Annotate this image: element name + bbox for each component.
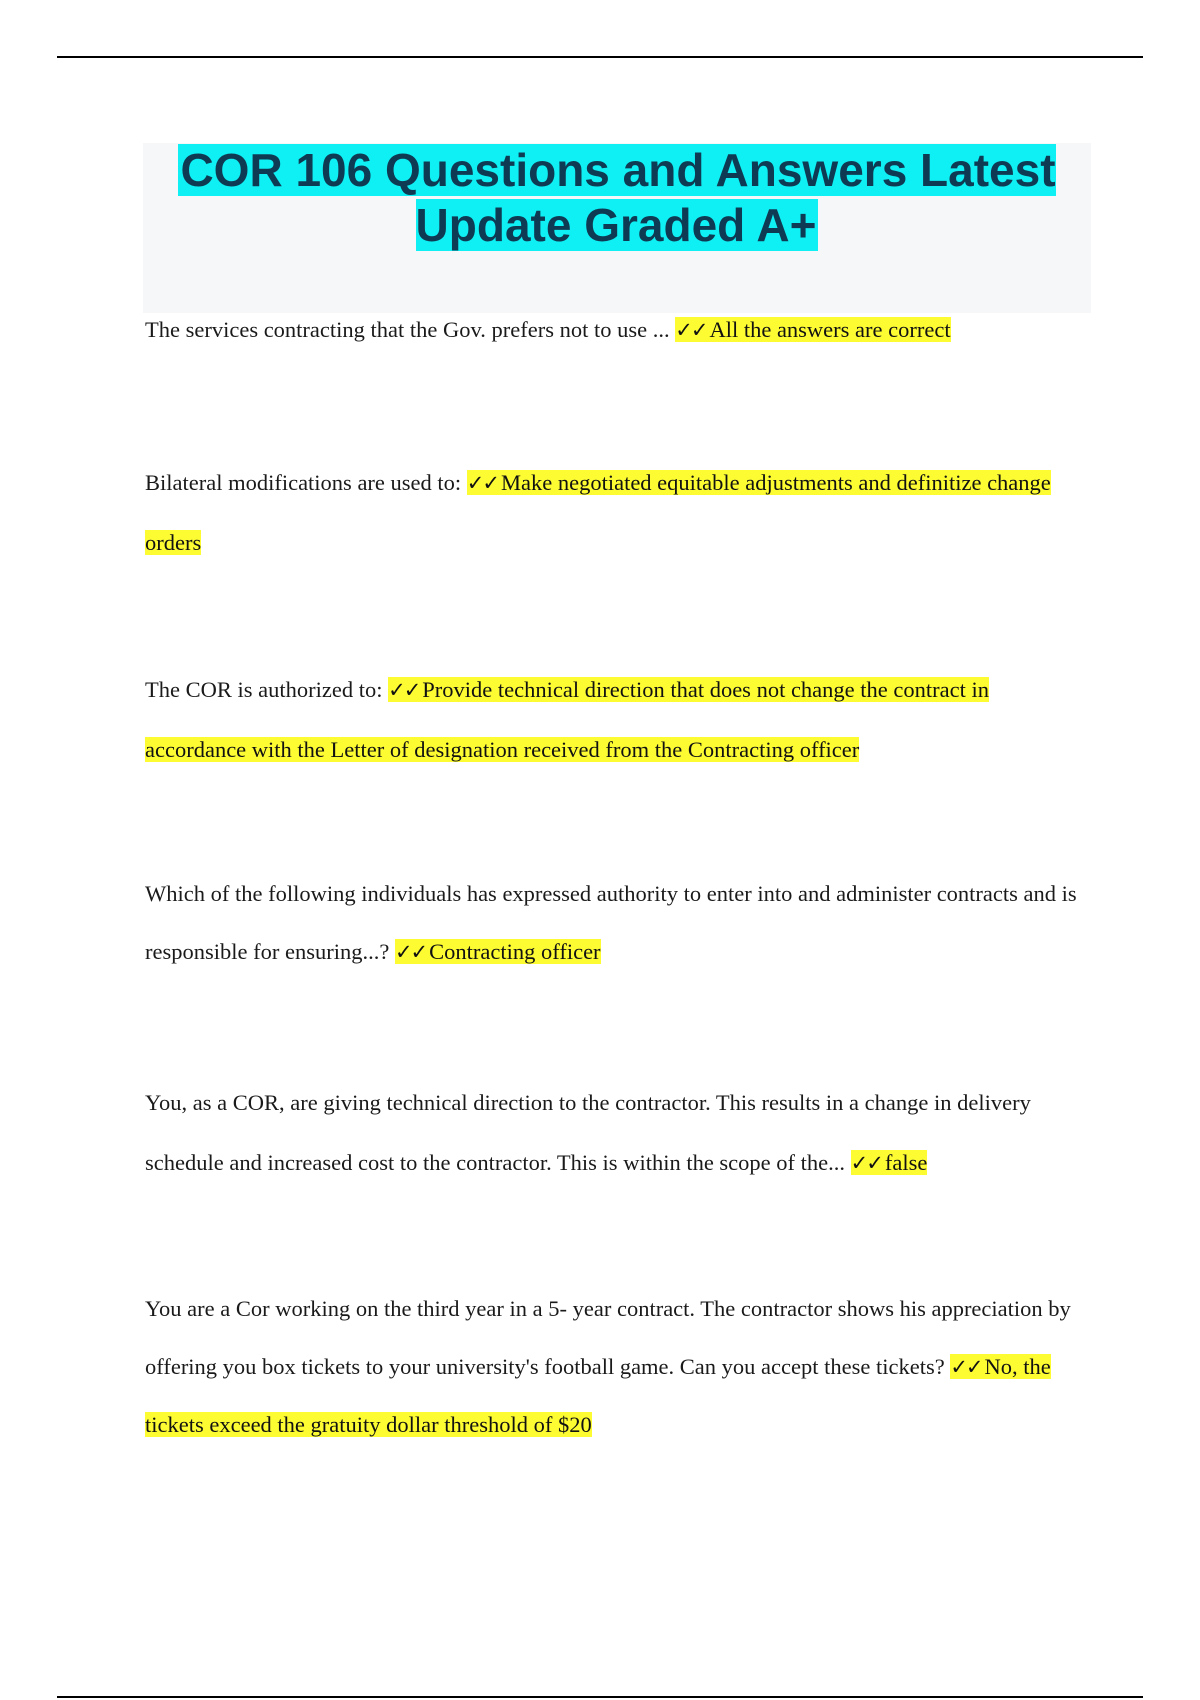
footer-rule <box>57 1696 1143 1698</box>
document-title <box>143 143 1091 253</box>
answer-highlight <box>395 939 601 964</box>
question-text: The COR is authorized to: <box>145 677 383 702</box>
title-block <box>143 143 1091 313</box>
answer-highlight <box>851 1150 928 1175</box>
qa-item <box>145 1073 1095 1193</box>
double-check-icon: ✓✓ <box>675 318 707 342</box>
answer-text: Contracting officer <box>429 939 601 964</box>
question-text: You, as a COR, are giving technical direction to the contractor. This results in a change in delivery schedule and increased cost to the contractor. This is within the scope of the... <box>145 1090 1031 1175</box>
qa-item <box>145 1280 1095 1454</box>
answer-text: No, the tickets exceed the gratuity dollar threshold of $20 <box>145 1354 1051 1437</box>
double-check-icon: ✓✓ <box>466 471 498 495</box>
qa-item <box>145 865 1095 981</box>
question-text: You are a Cor working on the third year in a 5- year contract. The contractor shows his appreciation by offering you box tickets to your university's football game. Can you accept these tickets? <box>145 1296 1071 1379</box>
answer-text: Make negotiated equitable adjustments and definitize change orders <box>145 470 1051 555</box>
question-text: The services contracting that the Gov. prefers not to use ... <box>145 317 670 342</box>
qa-item <box>145 300 1095 360</box>
qa-item <box>145 660 1095 780</box>
answer-highlight <box>675 317 950 342</box>
double-check-icon: ✓✓ <box>394 940 427 964</box>
answer-text: Provide technical direction that does not change the contract in accordance with the Letter of designation received from the Contracting officer <box>145 677 989 762</box>
title-highlight: COR 106 Questions and Answers Latest Update Graded A+ <box>180 144 1056 251</box>
qa-item <box>145 453 1095 573</box>
answer-text: All the answers are correct <box>709 317 951 342</box>
question-text: Bilateral modifications are used to: <box>145 470 462 495</box>
header-rule <box>57 56 1143 58</box>
question-text: Which of the following individuals has expressed authority to enter into and administer contracts and is responsible for ensuring...? <box>145 881 1077 964</box>
double-check-icon: ✓✓ <box>950 1355 982 1379</box>
double-check-icon: ✓✓ <box>388 678 420 702</box>
double-check-icon: ✓✓ <box>850 1151 882 1175</box>
answer-text: false <box>884 1150 928 1175</box>
